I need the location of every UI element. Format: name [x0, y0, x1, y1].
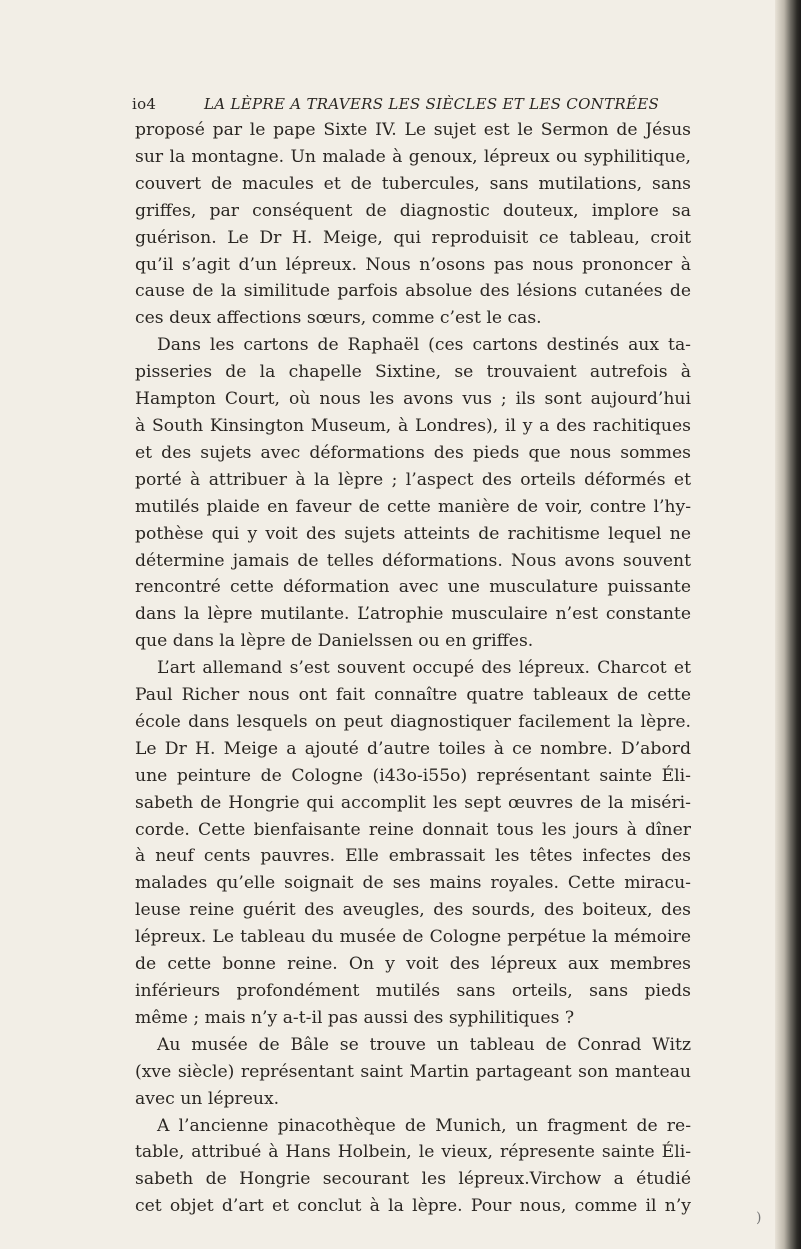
- text-line: ces deux affections sœurs, comme c’est le cas.: [135, 308, 542, 329]
- text-line: avec un lépreux.: [135, 1088, 280, 1109]
- text-line: corde. Cette bienfaisante reine donnait tous les jours à dîner: [135, 819, 691, 840]
- text-line: lépreux. Le tableau du musée de Cologne perpétue la mémoire: [135, 927, 691, 948]
- text-line: à neuf cents pauvres. Elle embrassait les têtes infectes des: [135, 846, 691, 867]
- text-line: (xve siècle) représentant saint Martin partageant son manteau: [135, 1061, 691, 1082]
- text-line: Dans les cartons de Raphaël (ces cartons destinés aux ta-: [157, 335, 691, 356]
- text-line: sur la montagne. Un malade à genoux, lépreux ou syphilitique,: [135, 146, 691, 167]
- text-line: guérison. Le Dr H. Meige, qui reproduisit ce tableau, croit: [135, 227, 691, 248]
- text-line: Au musée de Bâle se trouve un tableau de Conrad Witz: [157, 1034, 691, 1055]
- text-line: à South Kinsington Museum, à Londres), il y a des rachitiques: [135, 415, 691, 436]
- page-number: io4: [132, 95, 157, 113]
- text-line: Hampton Court, où nous les avons vus ; ils sont aujourd’hui: [135, 389, 691, 410]
- text-line: Paul Richer nous ont fait connaître quatre tableaux de cette: [135, 685, 691, 706]
- text-line: cet objet d’art et conclut à la lèpre. Pour nous, comme il n’y: [135, 1196, 691, 1217]
- text-line: que dans la lèpre de Danielssen ou en griffes.: [135, 631, 534, 652]
- text-line: sabeth de Hongrie secourant les lépreux.Virchow a étudié: [135, 1169, 691, 1190]
- text-line: école dans lesquels on peut diagnostiquer facilement la lèpre.: [135, 711, 691, 732]
- text-line: même ; mais n’y a-t-il pas aussi des syphilitiques ?: [135, 1007, 575, 1028]
- text-line: Le Dr H. Meige a ajouté d’autre toiles à ce nombre. D’abord: [135, 738, 691, 759]
- text-line: table, attribué à Hans Holbein, le vieux, répresente sainte Éli-: [135, 1142, 691, 1163]
- text-line: qu’il s’agit d’un lépreux. Nous n’osons pas nous prononcer à: [135, 254, 691, 275]
- text-line: cause de la similitude parfois absolue des lésions cutanées de: [135, 281, 691, 302]
- text-line: porté à attribuer à la lèpre ; l’aspect des orteils déformés et: [135, 469, 691, 490]
- text-line: sabeth de Hongrie qui accomplit les sept œuvres de la miséri-: [135, 792, 691, 813]
- page-binding-shadow: [775, 0, 801, 1249]
- text-line: griffes, par conséquent de diagnostic douteux, implore sa: [135, 200, 691, 221]
- body-text: [135, 117, 691, 1220]
- text-line: inférieurs profondément mutilés sans orteils, sans pieds: [135, 981, 691, 1001]
- text-line: et des sujets avec déformations des pieds que nous sommes: [135, 442, 691, 463]
- text-line: pisseries de la chapelle Sixtine, se trouvaient autrefois à: [135, 362, 691, 383]
- text-line: A l’ancienne pinacothèque de Munich, un fragment de re-: [157, 1115, 691, 1136]
- text-line: de cette bonne reine. On y voit des lépreux aux membres: [135, 954, 691, 975]
- text-line: rencontré cette déformation avec une musculature puissante: [135, 577, 691, 598]
- running-title: LA LÈPRE A TRAVERS LES SIÈCLES ET LES CONTRÉES: [204, 95, 660, 113]
- text-line: proposé par le pape Sixte IV. Le sujet est le Sermon de Jésus: [135, 120, 691, 140]
- text-line: malades qu’elle soignait de ses mains royales. Cette miracu-: [135, 873, 691, 894]
- text-line: leuse reine guérit des aveugles, des sourds, des boiteux, des: [135, 900, 691, 921]
- text-line: L’art allemand s’est souvent occupé des lépreux. Charcot et: [157, 658, 691, 679]
- text-line: une peinture de Cologne (i43o-i55o) représentant sainte Éli-: [135, 765, 691, 786]
- text-line: mutilés plaide en faveur de cette manière de voir, contre l’hy-: [135, 496, 691, 517]
- text-line: couvert de macules et de tubercules, sans mutilations, sans: [135, 173, 691, 194]
- text-line: détermine jamais de telles déformations. Nous avons souvent: [135, 550, 691, 571]
- text-line: dans la lèpre mutilante. L’atrophie musculaire n’est constante: [135, 604, 691, 625]
- text-line: pothèse qui y voit des sujets atteints de rachitisme lequel ne: [135, 523, 691, 544]
- stray-mark: ): [756, 1210, 762, 1226]
